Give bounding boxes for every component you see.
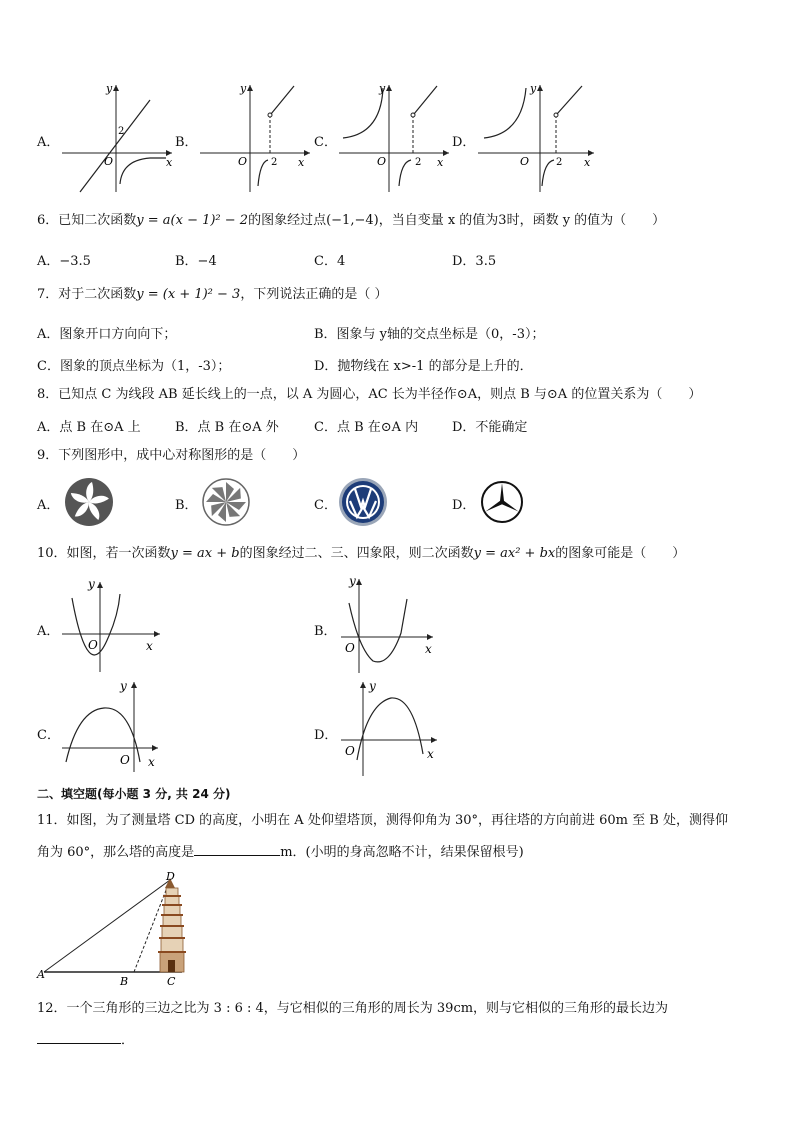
q12-line1: 12．一个三角形的三边之比为 3 : 6 : 4，与它相似的三角形的周长为 39cm，则与它相似的三角形的最长边为 [37,1001,669,1016]
q8-option-c: C．点 B 在⊙A 内 [314,420,419,435]
q8-option-a: A．点 B 在⊙A 上 [37,420,141,435]
q10b-y: y [349,574,356,588]
q5b-x-label: x [298,156,305,169]
q7-option-d: D．抛物线在 x>-1 的部分是上升的． [314,359,533,374]
q6-stem [37,212,665,230]
q9-label-c: C． [314,498,337,513]
q11-tower-figure [34,868,194,988]
q5c-origin: O [377,155,387,168]
q5-label-d: D． [452,135,476,150]
q10b-x: x [425,642,432,656]
q5a-two: 2 [118,126,125,137]
q10a-o: O [88,638,98,652]
q5-label-a: A． [37,135,60,150]
q6-option-d: D．3.5 [452,254,497,269]
q10-graph-a [58,576,166,674]
q10-graph-d [337,676,441,778]
q5-graph-c [337,80,452,195]
q9-stem: 9．下列图形中，成中心对称图形的是（ ） [37,448,306,463]
q7-option-b: B．图象与 y轴的交点坐标是（0，-3）； [314,327,545,342]
q5b-origin: O [238,155,248,168]
q5d-two: 2 [556,157,563,168]
q7-option-c: C．图象的顶点坐标为（1，-3）； [37,359,231,374]
q6-point: (−1,−4) [326,213,379,228]
q11-line2-a: 角为 60°，那么塔的高度是 [37,845,195,860]
q10c-y: y [120,679,127,693]
q10c-o: O [120,753,130,767]
q5d-origin: O [520,155,530,168]
q5-label-c: C． [314,135,337,150]
q9-label-b: B． [175,498,198,513]
q7-option-a: A．图象开口方向向下； [37,327,177,342]
q10c-x: x [148,755,155,769]
q10-quad: y = ax² + bx [473,546,556,561]
q9-label-d: D． [452,498,476,513]
q5b-two: 2 [271,157,278,168]
q10-label-a: A． [37,624,60,639]
q9-figure-b-pinwheel [201,477,251,527]
section-fill-blank-title: 二、填空题(每小题 3 分, 共 24 分) [37,787,231,801]
q5a-y-label: y [106,82,113,95]
q11-label-b: B [120,975,129,988]
q10-graph-c [58,676,162,774]
q6-mid: 的图象经过点 [248,213,327,228]
q7-stem [37,286,387,304]
q10d-o: O [345,744,355,758]
q5a-origin: O [104,155,114,168]
q11-line2 [37,843,524,862]
q7-prefix: 7．对于二次函数 [37,287,137,302]
q10-graph-b [337,573,437,675]
q10d-x: x [427,747,434,761]
q5c-x-label: x [437,156,444,169]
pagoda-icon [158,878,186,972]
q10-label-b: B． [314,624,337,639]
q5d-y-label: y [530,82,537,95]
q11-line1: 11．如图，为了测量塔 CD 的高度，小明在 A 处仰望塔顶，测得仰角为 30°，再往塔的方向前进 60m 至 B 处，测得仰 [37,813,728,828]
q5-graph-d [476,80,598,195]
q10-label-c: C． [37,728,60,743]
q5b-y-label: y [240,82,247,95]
q5c-y-label: y [379,82,386,95]
q11-label-a: A [37,968,45,981]
q6-formula: y = a(x − 1)² − 2 [136,213,249,228]
q10-suffix: 的图象可能是（ ） [555,546,686,561]
q10-stem [37,545,685,563]
q9-label-a: A． [37,498,60,513]
q8-option-b: B．点 B 在⊙A 外 [175,420,279,435]
q5-label-b: B． [175,135,198,150]
q11-label-d: D [166,870,175,883]
q12-line2 [37,1031,134,1050]
q8-stem: 8．已知点 C 为线段 AB 延长线上的一点，以 A 为圆心，AC 长为半径作⊙A，则点 B 与⊙A 的位置关系为（ ） [37,387,702,402]
q11-line2-b: m．(小明的身高忽略不计，结果保留根号) [280,845,524,860]
q5-graph-b [198,80,313,195]
q11-label-c: C [167,975,176,988]
q10-prefix: 10．如图，若一次函数 [37,546,171,561]
q12-line2-end: ． [121,1033,135,1048]
q6-option-c: C．4 [314,254,346,269]
q6-suffix: ，当自变量 x 的值为3时，函数 y 的值为（ ） [378,213,666,228]
q5d-x-label: x [584,156,591,169]
q9-figure-d-three-point-star [480,480,524,524]
q7-suffix: ，下列说法正确的是（ ） [240,287,388,302]
q10-linear: y = ax + b [170,546,240,561]
q6-option-b: B．−4 [175,254,217,269]
q6-option-a: A．−3.5 [37,254,91,269]
q12-answer-blank[interactable] [37,1031,121,1044]
q10-label-d: D． [314,728,338,743]
q10a-x: x [146,639,153,653]
q11-answer-blank[interactable] [194,843,280,856]
q7-formula: y = (x + 1)² − 3 [136,287,241,302]
q10d-y: y [369,679,376,693]
q5c-two: 2 [415,157,422,168]
q9-figure-c-vw-logo [338,477,388,527]
q5a-x-label: x [166,156,173,169]
q6-prefix: 6．已知二次函数 [37,213,137,228]
q8-option-d: D．不能确定 [452,420,528,435]
q10-mid: 的图象经过二、三、四象限，则二次函数 [239,546,474,561]
q10a-y: y [88,577,95,591]
q10b-o: O [345,641,355,655]
q9-figure-a-bauhinia-emblem [64,477,114,527]
q5-graph-a [60,80,175,195]
